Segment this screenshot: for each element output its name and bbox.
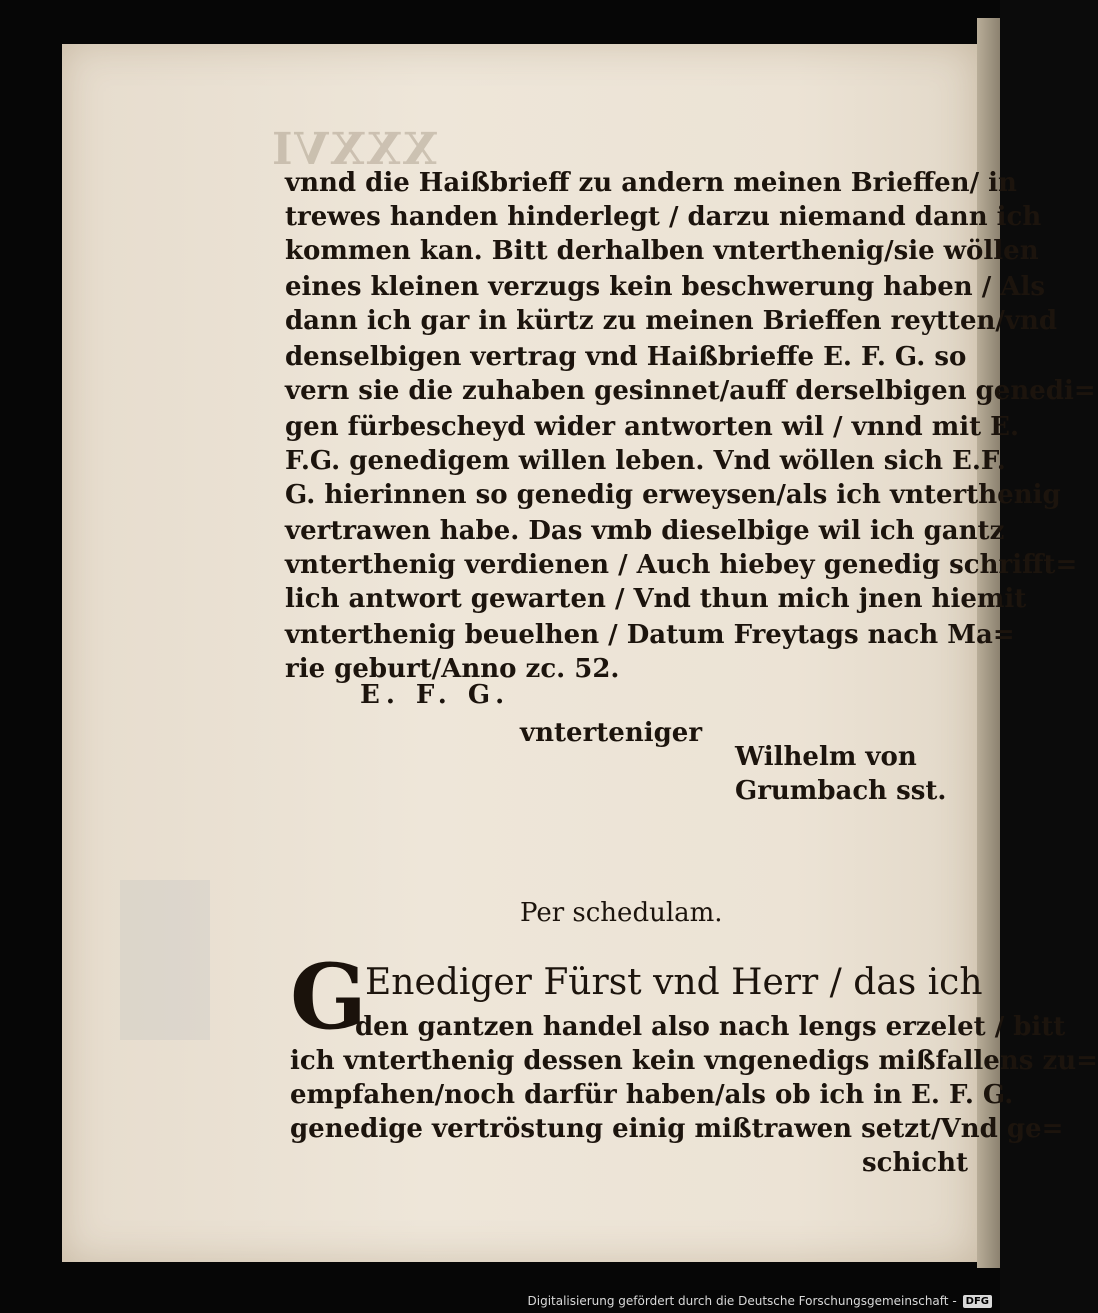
body-line: trewes handen hinderlegt / darzu niemand dann ich — [285, 202, 1042, 232]
body-line: vertrawen habe. Das vmb dieselbige wil ich gantz — [285, 516, 1005, 546]
body-line: vnnd die Haißbrieff zu andern meinen Brieffen/ in — [285, 168, 1017, 198]
ink-bleed — [120, 880, 210, 1040]
paragraph-line: ich vnterthenig dessen kein vngenedigs mißfallens zu= — [290, 1046, 1098, 1076]
body-line: kommen kan. Bitt derhalben vnterthenig/sie wöllen — [285, 236, 1039, 266]
body-line: lich antwort gewarten / Vnd thun mich jnen hiemit — [285, 584, 1027, 614]
body-line: vnterthenig verdienen / Auch hiebey genedig schrifft= — [285, 550, 1078, 580]
paragraph-line: den gantzen handel also nach lengs erzelet / bitt — [355, 1012, 1066, 1042]
digitization-footer — [528, 1291, 993, 1311]
body-line: vnterthenig beuelhen / Datum Freytags nach Ma= — [285, 620, 1015, 650]
body-line: rie geburt/Anno zc. 52. — [285, 654, 620, 684]
body-line: G. hierinnen so genedig erweysen/als ich vnterthenig — [285, 480, 1061, 510]
schedula-heading: Per schedulam. — [520, 898, 723, 928]
paragraph-first-line: Enediger Fürst vnd Herr / das ich — [365, 962, 983, 1003]
signature-name-line2: Grumbach sst. — [735, 776, 947, 806]
signature-salutation: E. F. G. — [360, 680, 511, 710]
body-line: dann ich gar in kürtz zu meinen Brieffen reytten/vnd — [285, 306, 1058, 336]
signature-name-line1: Wilhelm von — [735, 742, 917, 772]
foliation-number: XXXVI — [270, 124, 438, 175]
dfg-logo: DFG — [963, 1295, 992, 1308]
footer-text: Digitalisierung gefördert durch die Deutsche Forschungsgemeinschaft - — [527, 1294, 957, 1308]
signature-closing: vnterteniger — [520, 718, 703, 748]
body-line: eines kleinen verzugs kein beschwerung haben / Als — [285, 272, 1045, 302]
paragraph-line: empfahen/noch darfür haben/als ob ich in E. F. G. — [290, 1080, 1014, 1110]
body-line: F.G. genedigem willen leben. Vnd wöllen sich E.F. — [285, 446, 1006, 476]
paragraph-line: schicht — [862, 1148, 968, 1178]
paragraph-line: genedige vertröstung einig mißtrawen setzt/Vnd ge= — [290, 1114, 1064, 1144]
drop-cap: G — [290, 944, 367, 1050]
body-line: gen fürbescheyd wider antworten wil / vnnd mit E. — [285, 412, 1020, 442]
body-line: denselbigen vertrag vnd Haißbrieffe E. F. G. so — [285, 342, 967, 372]
body-line: vern sie die zuhaben gesinnet/auff derselbigen genedi= — [285, 376, 1096, 406]
